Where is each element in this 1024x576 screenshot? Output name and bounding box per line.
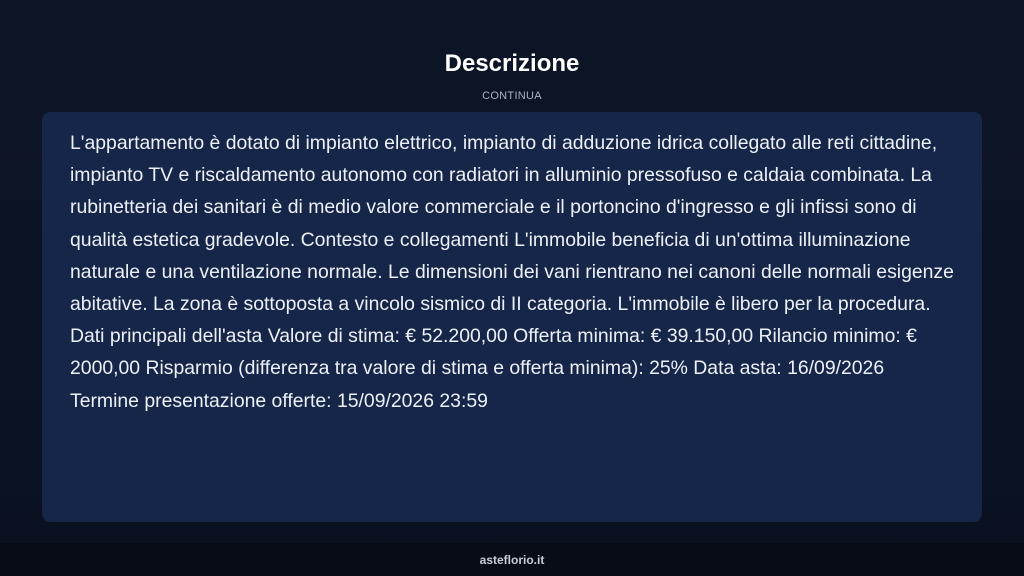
footer-bar — [0, 543, 1024, 576]
footer-site-name: asteflorio.it — [479, 553, 545, 567]
description-card — [42, 112, 982, 522]
page-subtitle: CONTINUA — [482, 90, 542, 102]
description-text: L'appartamento è dotato di impianto elettrico, impianto di adduzione idrica collegato alle reti cittadine, impianto TV e riscaldamento autonomo con radiatori in alluminio pressofuso e caldaia combinata. La rubinetteria dei sanitari è di medio valore commerciale e il portoncino d'ingresso e gli infissi sono di qualità estetica gradevole. Contesto e collegamenti L'immobile beneficia di un'ottima illuminazione naturale e una ventilazione normale. Le dimensioni dei vani rientrano nei canoni delle normali esigenze abitative. La zona è sottoposta a vincolo sismico di II categoria. L'immobile è libero per la procedura. Dati principali dell'asta Valore di stima: € 52.200,00 Offerta minima: € 39.150,00 Rilancio minimo: € 2000,00 Risparmio (differenza tra valore di stima e offerta minima): 25% Data asta: 16/09/2026 Termine presentazione offerte: 15/09/2026 23:59 — [70, 132, 954, 412]
page-title: Descrizione — [444, 50, 580, 77]
